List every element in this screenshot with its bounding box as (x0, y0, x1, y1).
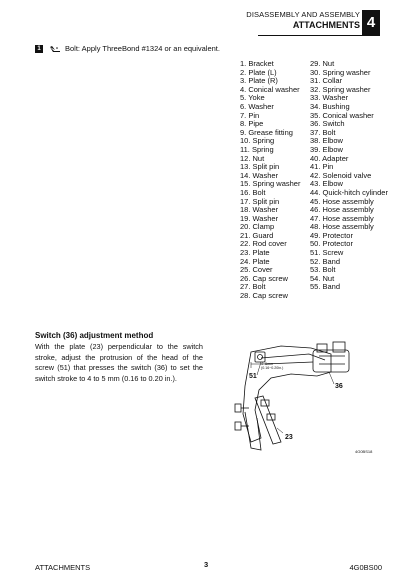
dimension-label-in: (0.16~0.20in.) (261, 366, 284, 370)
parts-list-item: 16. Bolt (240, 187, 266, 197)
parts-list-item: 14. Washer (240, 170, 279, 180)
figure-code: 4G0BS18 (355, 449, 373, 454)
parts-list-item: 20. Clamp (240, 222, 275, 232)
parts-list-item: 35. Conical washer (310, 110, 374, 120)
parts-list-item: 47. Hose assembly (310, 213, 374, 223)
parts-list-item: 17. Split pin (240, 196, 280, 206)
parts-list-item: 6. Washer (240, 101, 274, 111)
parts-list-item: 39. Elbow (310, 144, 343, 154)
parts-list-item: 22. Rod cover (240, 239, 287, 249)
parts-list-item: 27. Bolt (240, 282, 266, 292)
adhesive-icon (49, 45, 61, 53)
parts-list-item: 54. Nut (310, 273, 335, 283)
parts-list-item: 32. Spring washer (310, 84, 371, 94)
assembly-note (35, 44, 220, 53)
parts-list-item: 51. Screw (310, 248, 344, 258)
parts-list-item: 28. Cap screw (240, 291, 288, 301)
parts-list-item: 48. Hose assembly (310, 222, 374, 232)
parts-list-item: 37. Bolt (310, 127, 336, 137)
switch-adjustment-figure (221, 338, 383, 458)
parts-list-item: 52. Band (310, 256, 341, 266)
parts-list-item: 41. Pin (310, 162, 334, 172)
adjustment-section-title: Switch (36) adjustment method (35, 331, 154, 340)
footer-section-name: ATTACHMENTS (35, 563, 91, 572)
callout-36: 36 (335, 383, 343, 390)
parts-list-item: 33. Washer (310, 93, 349, 103)
parts-list-item: 1. Bracket (240, 59, 274, 68)
parts-list-item: 43. Elbow (310, 179, 343, 189)
dimension-label-mm: 4~5mm (261, 362, 274, 366)
parts-list-item: 49. Protector (310, 230, 353, 240)
parts-list-item: 18. Washer (240, 205, 279, 215)
parts-list-item: 44. Quick-hitch cylinder (310, 187, 388, 197)
parts-list-item: 8. Pipe (240, 119, 264, 129)
callout-51: 51 (249, 373, 257, 380)
parts-list-item: 26. Cap screw (240, 273, 288, 283)
parts-list-item: 15. Spring washer (240, 179, 301, 189)
parts-list-item: 23. Plate (240, 248, 270, 258)
note-number: 1 (35, 45, 43, 53)
parts-list-item: 11. Spring (240, 144, 274, 154)
page-number: 3 (204, 560, 209, 569)
adjustment-section-body: With the plate (23) perpendicular to the switch stroke, adjust the protrusion of the head of the screw (51) that presses the switch (36) to set the switch stroke to 4 to 5 mm (0.16 to 0.20 in.). (35, 342, 203, 383)
parts-list-item: 30. Spring washer (310, 67, 371, 77)
parts-list-item: 9. Grease fitting (240, 127, 293, 137)
parts-list-item: 5. Yoke (240, 93, 265, 103)
header-rule (258, 35, 362, 36)
parts-list-item: 7. Pin (240, 110, 260, 120)
chapter-number-badge: 4 (362, 10, 380, 36)
parts-list-item: 38. Elbow (310, 136, 343, 146)
parts-list-item: 13. Split pin (240, 162, 280, 172)
parts-list-item: 3. Plate (R) (240, 76, 278, 86)
parts-list-item: 36. Switch (310, 119, 345, 129)
header-chapter-title: ATTACHMENTS (292, 20, 360, 30)
parts-list-item: 46. Hose assembly (310, 205, 374, 215)
parts-list-item: 4. Conical washer (240, 84, 300, 94)
parts-list-right-column (310, 60, 388, 292)
parts-list-item: 2. Plate (L) (240, 67, 277, 77)
parts-list-item: 45. Hose assembly (310, 196, 374, 206)
parts-list-item: 53. Bolt (310, 265, 336, 275)
parts-list-item: 31. Collar (310, 76, 343, 86)
parts-list-item: 21. Guard (240, 230, 274, 240)
parts-list-item: 42. Solenoid valve (310, 170, 372, 180)
parts-list-item: 12. Nut (240, 153, 265, 163)
parts-list-left-column (240, 60, 300, 301)
parts-list-item: 50. Protector (310, 239, 353, 249)
callout-23: 23 (285, 434, 293, 441)
parts-list-item: 34. Bushing (310, 101, 350, 111)
parts-list-item: 19. Washer (240, 213, 279, 223)
parts-list-item: 24. Plate (240, 256, 270, 266)
footer-doc-code: 4G0BS00 (349, 563, 382, 572)
parts-list-item: 55. Band (310, 282, 341, 292)
parts-list-item: 25. Cover (240, 265, 273, 275)
header-section-title: DISASSEMBLY AND ASSEMBLY (246, 10, 360, 19)
parts-list-item: 29. Nut (310, 59, 335, 68)
note-text: Bolt: Apply ThreeBond #1324 or an equivalent. (65, 44, 220, 53)
parts-list-item: 10. Spring (240, 136, 275, 146)
parts-list-item: 40. Adapter (310, 153, 349, 163)
